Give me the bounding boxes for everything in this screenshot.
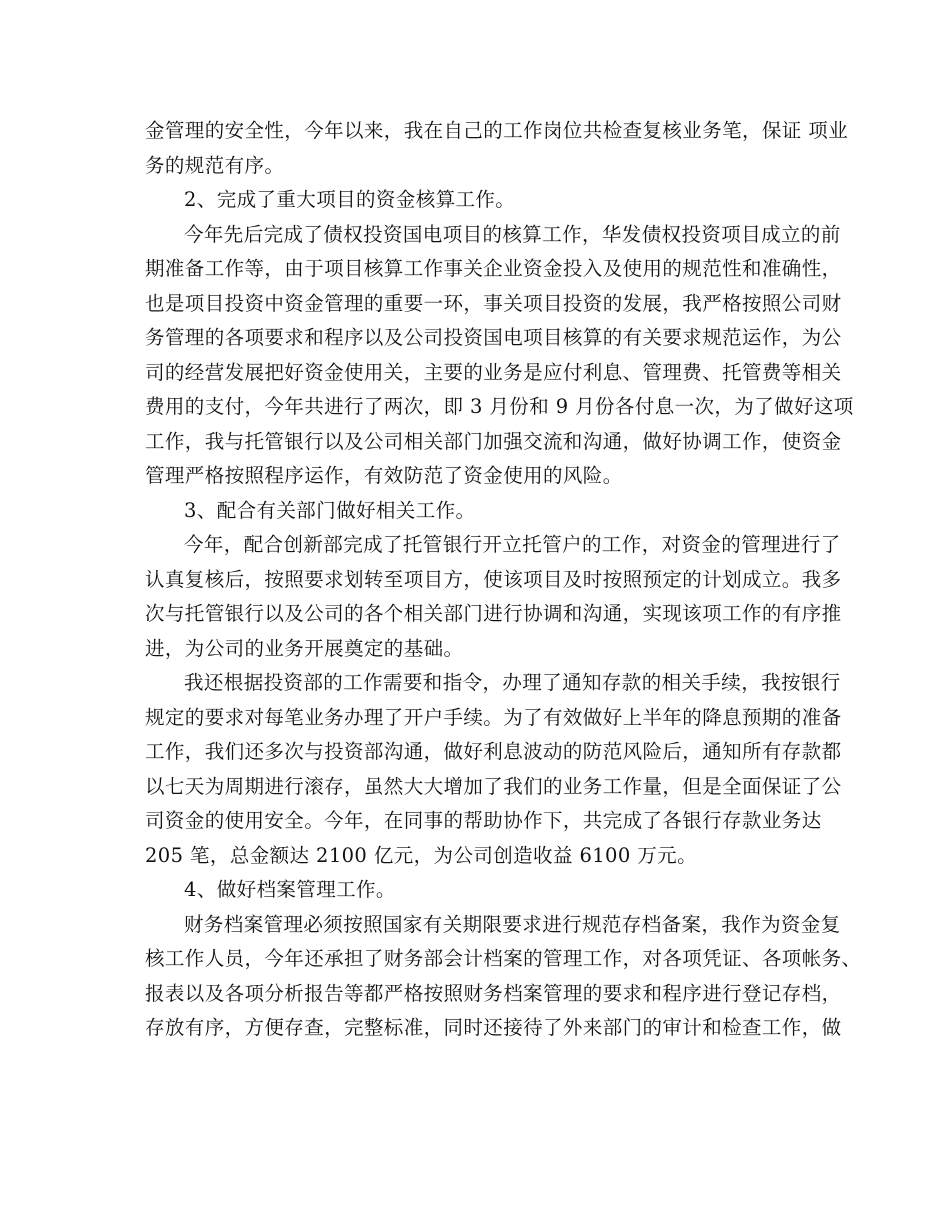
heading-line: 2、完成了重大项目的资金核算工作。: [184, 188, 516, 211]
text-line: 司资金的使用安全。今年，在同事的帮助协作下，共完成了各银行存款业务达: [145, 809, 822, 832]
section-heading-2: [145, 183, 810, 218]
document-body: [145, 114, 862, 1046]
text-line: 规定的要求对每笔业务办理了开户手续。为了有效做好上半年的降息预期的准备: [145, 705, 842, 729]
text-line: 存放有序，方便存查，完整标准，同时还接待了外来部门的审计和检查工作，做: [145, 1016, 842, 1039]
text-line: 以七天为周期进行滚存，虽然大大增加了我们的业务工作量，但是全面保证了公: [145, 774, 842, 798]
text-line: 务管理的各项要求和程序以及公司投资国电项目核算的有关要求规范运作，为公: [145, 326, 842, 349]
text-line: 管理严格按照程序运作，有效防范了资金使用的风险。: [145, 464, 623, 487]
text-line: 次与托管银行以及公司的各个相关部门进行协调和沟通，实现该项工作的有序推: [145, 602, 842, 625]
text-line: 进，为公司的业务开展奠定的基础。: [145, 636, 464, 660]
text-line: 金管理的安全性，今年以来，我在自己的工作岗位共检查复核业务笔，保证 项业: [145, 119, 849, 142]
paragraph-section-2-body: [145, 218, 854, 494]
text-line: 报表以及各项分析报告等都严格按照财务档案管理的要求和程序进行登记存档，: [145, 981, 842, 1005]
text-line: 今年，配合创新部完成了托管银行开立托管户的工作，对资金的管理进行了: [184, 533, 841, 556]
text-line: 今年先后完成了债权投资国电项目的核算工作，华发债权投资项目成立的前: [184, 222, 841, 246]
text-line: 认真复核后，按照要求划转至项目方，使该项目及时按照预定的计划成立。我多: [145, 567, 842, 591]
paragraph-section-3-body: [145, 528, 842, 666]
text-line: 司的经营发展把好资金使用关，主要的业务是应付利息、管理费、托管费等相关: [145, 360, 842, 384]
section-heading-3: [145, 494, 810, 529]
text-line: 工作，我们还多次与投资部沟通，做好利息波动的防范风险后，通知所有存款都: [145, 740, 842, 763]
text-line: 我还根据投资部的工作需要和指令，办理了通知存款的相关手续，我按银行: [184, 671, 841, 694]
text-line: 也是项目投资中资金管理的重要一环，事关项目投资的发展，我严格按照公司财: [145, 291, 842, 315]
section-heading-4: [145, 873, 810, 908]
text-line: 核工作人员，今年还承担了财务部会计档案的管理工作，对各项凭证、各项帐务、: [145, 947, 862, 970]
text-line: 工作，我与托管银行以及公司相关部门加强交流和沟通，做好协调工作，使资金: [145, 429, 842, 453]
heading-line: 4、做好档案管理工作。: [184, 878, 396, 901]
heading-line: 3、配合有关部门做好相关工作。: [184, 498, 476, 522]
text-line: 务的规范有序。: [145, 153, 285, 177]
text-line: 期准备工作等，由于项目核算工作事关企业资金投入及使用的规范性和准确性，: [145, 257, 842, 280]
text-line: 205 笔，总金额达 2100 亿元，为公司创造收益 6100 万元。: [145, 843, 697, 867]
paragraph-deposit-work: [145, 666, 842, 873]
text-line: 财务档案管理必须按照国家有关期限要求进行规范存档备案，我作为资金复: [184, 912, 841, 936]
paragraph-section-4-body: [145, 908, 862, 1046]
text-line: 费用的支付，今年共进行了两次，即 3 月份和 9 月份各付息一次，为了做好这项: [145, 395, 854, 418]
paragraph-intro-continuation: [145, 114, 849, 183]
